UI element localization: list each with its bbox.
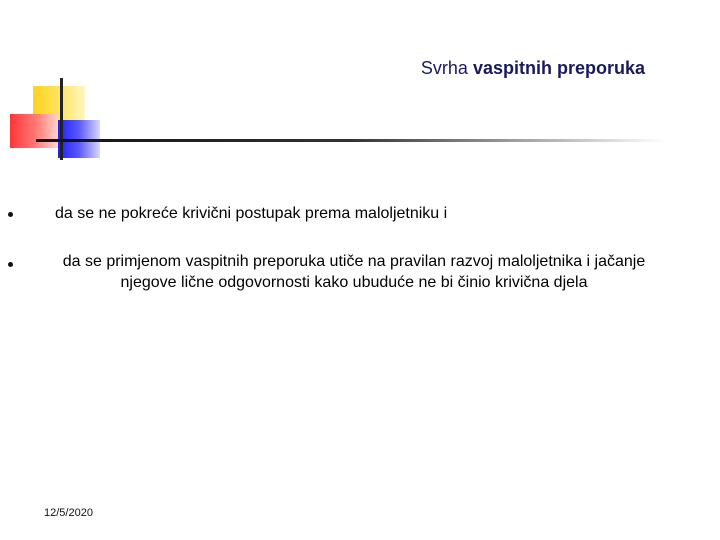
bullet-item-2: da se primjenom vaspitnih preporuka utiče na pravilan razvoj maloljetnika i jačanje njegove lične odgovornosti kako ubuduće ne bi činio krivična djela — [62, 253, 646, 291]
decorative-logo — [0, 0, 720, 170]
slide-title — [0, 58, 645, 79]
bullet-dot-icon — [8, 262, 13, 267]
red-rectangle-decoration — [10, 114, 58, 148]
slide-date: 12/5/2020 — [44, 507, 93, 519]
title-part-2: vaspitnih preporuka — [472, 58, 645, 78]
vertical-line-decoration — [60, 78, 63, 160]
horizontal-rule — [36, 139, 666, 142]
title-part-1: Svrha — [420, 58, 473, 78]
bullet-item-1: da se ne pokreće krivični postupak prema maloljetniku i — [55, 205, 448, 222]
bullet-dot-icon — [8, 212, 13, 217]
